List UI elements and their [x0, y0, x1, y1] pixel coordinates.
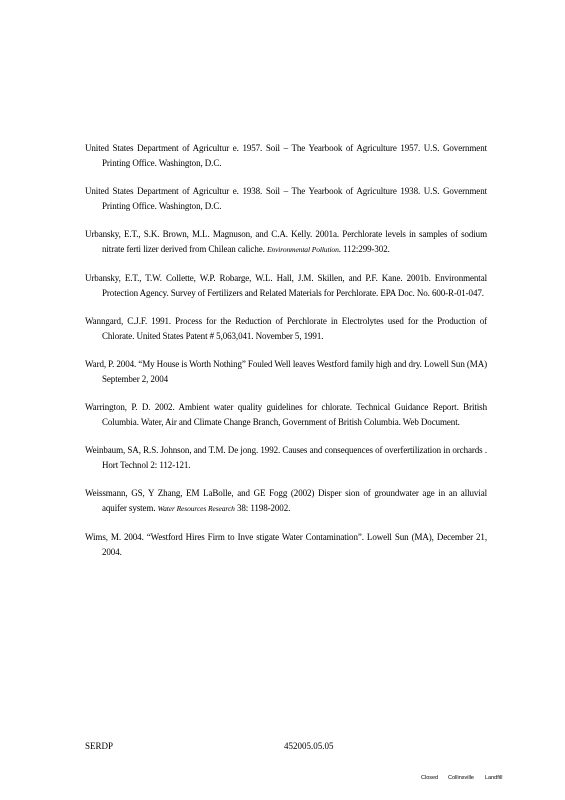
reference-entry: Urbansky, E.T., T.W. Collette, W.P. Robarge, W.L. Hall, J.M. Skillen, and P.F. Kane. 2001b. Environmental Protection Agency. Survey of Fertilizers and Related Materials for Perchlorate. EPA Doc. No. 600-R-01-047. — [85, 273, 487, 298]
reference-entry: Ward, P. 2004. “My House is Worth Nothing” Fouled Well leaves Westford family high and dry. Lowell Sun (MA) September 2, 2004 — [85, 359, 487, 384]
footer-stamp: Landfill — [485, 775, 503, 781]
reference-text: . 112:299-302. — [338, 243, 390, 254]
reference-text: Weissmann, GS, Y Zhang, EM LaBolle, and GE Fogg (2002) Disper sion of groundwater age in an alluvial aquifer system. — [85, 488, 487, 513]
reference-entry: United States Department of Agricultur e. 1938. Soil – The Yearbook of Agriculture 1938. U.S. Government Printing Office. Washington, D.C. — [85, 186, 487, 211]
reference-text: Urbansky, E.T., S.K. Brown, M.L. Magnuson, and C.A. Kelly. 2001a. Perchlorate levels in samples of sodium nitrate ferti lizer derived from Chilean caliche. — [85, 229, 487, 254]
reference-entry: Weinbaum, SA, R.S. Johnson, and T.M. De jong. 1992. Causes and consequences of overfertilization in orchards . Hort Technol 2: 112-121. — [85, 445, 487, 470]
reference-entry: Wims, M. 2004. “Westford Hires Firm to Inve stigate Water Contamination”. Lowell Sun (MA), December 21, 2004. — [85, 532, 487, 557]
reference-entry: Warrington, P. D. 2002. Ambient water quality guidelines for chlorate. Technical Guidance Report. British Columbia. Water, Air and Climate Change Branch, Government of British Columbia. Web Document. — [85, 402, 487, 427]
reference-text: 38: 1198-2002. — [234, 502, 291, 513]
reference-entry — [85, 486, 487, 516]
reference-entry: Wanngard, C.J.F. 1991. Process for the Reduction of Perchlorate in Electrolytes used for the Production of Chlorate. United States Patent # 5,063,041. November 5, 1991. — [85, 316, 487, 341]
reference-list — [85, 141, 487, 573]
reference-entry — [85, 227, 487, 257]
reference-entry: United States Department of Agricultur e. 1957. Soil – The Yearbook of Agriculture 1957. U.S. Government Printing Office. Washington, D.C. — [85, 143, 487, 168]
journal-title: Environmental Pollution — [266, 244, 339, 254]
footer-organization: SERDP — [85, 741, 114, 751]
footer-stamp: Closed — [421, 775, 439, 781]
journal-title: Water Resources Research — [157, 503, 235, 513]
footer-stamp: Collinsville — [448, 775, 474, 781]
footer-document-number: 452005.05.05 — [284, 741, 334, 751]
